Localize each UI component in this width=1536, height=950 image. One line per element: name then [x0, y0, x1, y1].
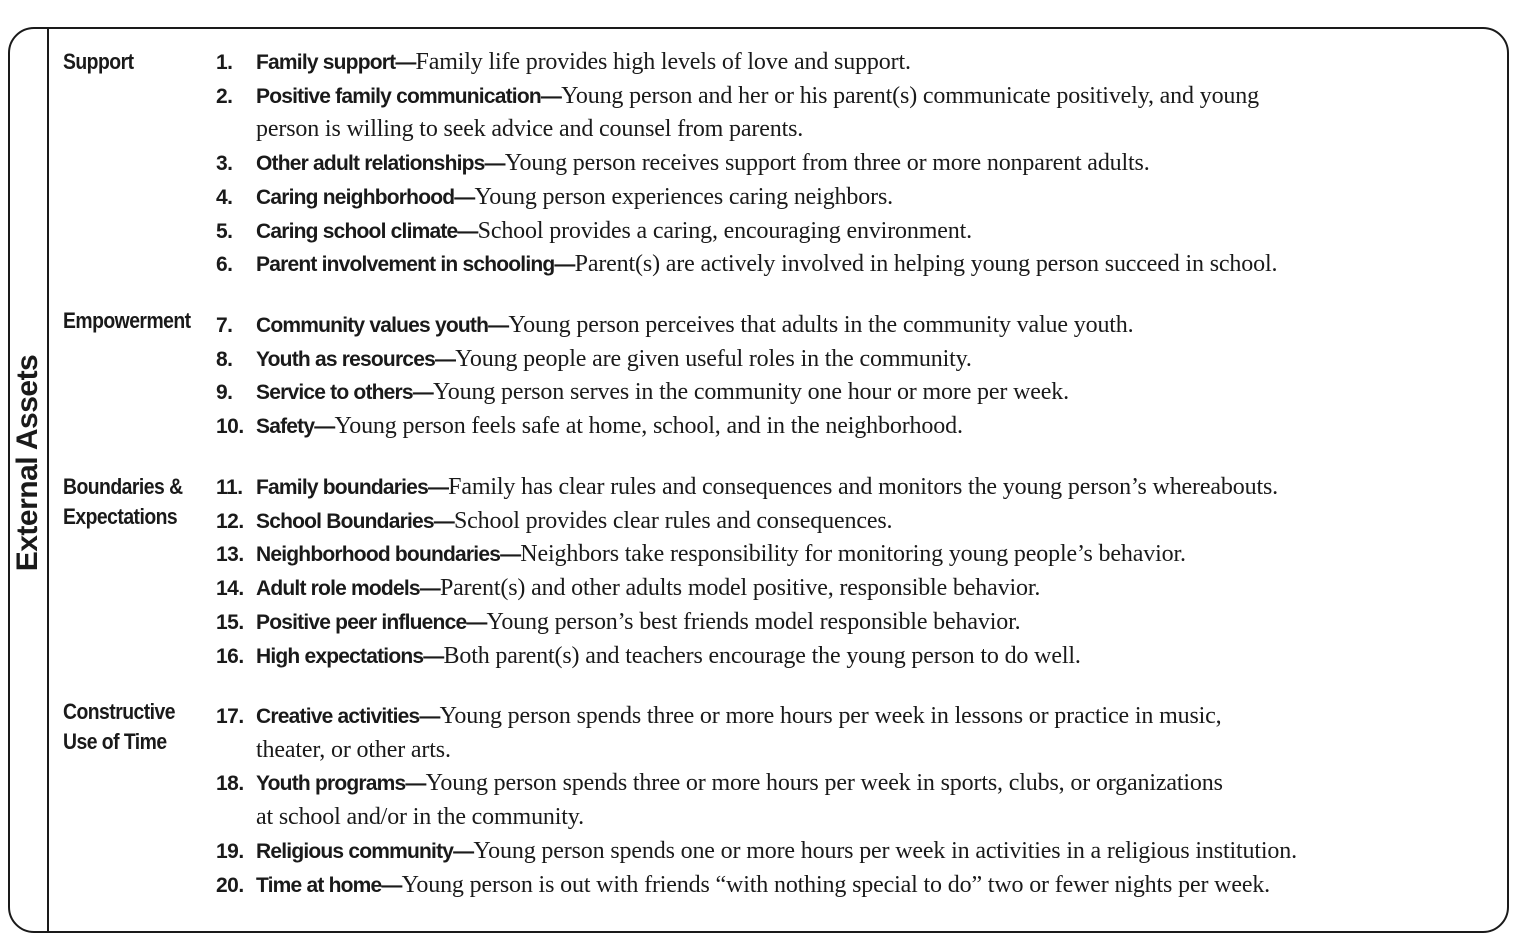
list-item	[216, 538, 1278, 572]
item-term: Safety—	[256, 415, 335, 439]
item-number: 3.	[216, 152, 233, 176]
section-label: Constructive Use of Time	[63, 699, 176, 754]
item-number: 10.	[216, 415, 244, 439]
item-description: Young person spends one or more hours per week in activities in a religious institution.	[473, 837, 1297, 864]
side-title: External Assets	[11, 354, 44, 572]
item-description: Parent(s) are actively involved in helping young person succeed in school.	[574, 251, 1278, 278]
item-number: 13.	[216, 543, 244, 567]
item-description: Young person is out with friends “with nothing special to do” two or fewer nights per week.	[401, 871, 1271, 898]
list-item	[216, 147, 1277, 181]
section-label: Support	[63, 49, 134, 74]
item-term: Parent involvement in schooling—	[256, 253, 575, 277]
item-number: 4.	[216, 185, 233, 209]
list-item	[216, 640, 1278, 674]
item-number: 14.	[216, 577, 244, 601]
list-item	[216, 46, 1277, 80]
list-item	[216, 215, 1277, 249]
side-divider	[47, 29, 49, 931]
item-number: 20.	[216, 873, 244, 897]
list-item	[216, 606, 1278, 640]
item-term: Family support—	[256, 51, 416, 74]
item-description: Neighbors take responsibility for monitoring young people’s behavior.	[520, 541, 1186, 568]
section-label: Boundaries & Expectations	[63, 474, 183, 529]
list-item	[216, 835, 1297, 869]
list-item	[216, 471, 1278, 505]
item-description: Young person spends three or more hours per week in lessons or practice in music,	[439, 703, 1222, 729]
item-number: 7.	[216, 314, 233, 337]
item-description: Family life provides high levels of love and support.	[415, 49, 911, 75]
item-description-continued: person is willing to seek advice and counsel from parents.	[256, 116, 804, 143]
item-number: 2.	[216, 84, 233, 108]
item-term: Other adult relationships—	[256, 152, 505, 176]
list-item	[216, 343, 1134, 377]
item-term: Adult role models—	[256, 577, 440, 601]
item-term: Creative activities—	[256, 705, 440, 728]
item-term: Positive peer influence—	[256, 610, 487, 634]
item-term: Caring school climate—	[256, 219, 478, 243]
item-number: 8.	[216, 347, 233, 371]
list-item	[216, 767, 1297, 834]
item-description: Young person receives support from three or more nonparent adults.	[504, 150, 1150, 177]
item-number: 6.	[216, 253, 233, 277]
item-description: Young people are given useful roles in the community.	[455, 345, 972, 372]
item-description: Parent(s) and other adults model positive, responsible behavior.	[439, 575, 1041, 602]
item-description: Young person perceives that adults in the community value youth.	[508, 312, 1134, 338]
item-description: Young person spends three or more hours per week in sports, clubs, or organizations	[425, 770, 1223, 797]
list-item	[216, 248, 1277, 282]
item-term: High expectations—	[256, 644, 444, 668]
item-term: Community values youth—	[256, 314, 509, 337]
item-term: School Boundaries—	[256, 509, 454, 533]
item-term: Caring neighborhood—	[256, 185, 475, 209]
item-description: Family has clear rules and consequences and monitors the young person’s whereabouts.	[448, 474, 1279, 500]
asset-list	[216, 309, 1134, 444]
list-item	[216, 181, 1277, 215]
item-description: Young person’s best friends model responsible behavior.	[486, 608, 1021, 635]
item-term: Youth as resources—	[256, 347, 456, 371]
item-term: Family boundaries—	[256, 476, 449, 499]
item-description: School provides clear rules and consequences.	[453, 507, 893, 534]
item-description: Both parent(s) and teachers encourage the young person to do well.	[443, 642, 1081, 669]
list-item	[216, 505, 1278, 539]
list-item	[216, 869, 1297, 903]
item-description-continued: theater, or other arts.	[256, 736, 451, 763]
item-term: Neighborhood boundaries—	[256, 543, 521, 567]
item-description: Young person and her or his parent(s) communicate positively, and young	[561, 82, 1259, 109]
section-label: Empowerment	[63, 308, 191, 333]
item-term: Time at home—	[256, 873, 402, 897]
item-number: 16.	[216, 644, 244, 668]
item-term: Service to others—	[256, 381, 433, 405]
item-term: Religious community—	[256, 839, 474, 863]
item-description: School provides a caring, encouraging environment.	[477, 217, 972, 244]
asset-list	[216, 700, 1297, 902]
item-number: 12.	[216, 509, 244, 533]
item-number: 11.	[216, 476, 243, 499]
item-description-continued: at school and/or in the community.	[256, 804, 584, 831]
item-number: 18.	[216, 772, 244, 796]
list-item	[216, 80, 1277, 147]
item-description: Young person feels safe at home, school, and in the neighborhood.	[334, 413, 963, 440]
list-item	[216, 572, 1278, 606]
list-item	[216, 700, 1297, 767]
list-item	[216, 376, 1134, 410]
item-description: Young person experiences caring neighbors.	[474, 183, 893, 210]
item-number: 15.	[216, 610, 244, 634]
asset-list	[216, 471, 1278, 673]
item-number: 17.	[216, 705, 244, 728]
list-item	[216, 309, 1134, 343]
item-number: 5.	[216, 219, 233, 243]
list-item	[216, 410, 1134, 444]
item-term: Positive family communication—	[256, 84, 562, 108]
item-description: Young person serves in the community one hour or more per week.	[433, 379, 1069, 406]
item-term: Youth programs—	[256, 772, 426, 796]
item-number: 9.	[216, 381, 233, 405]
item-number: 1.	[216, 51, 233, 74]
item-number: 19.	[216, 839, 244, 863]
asset-list	[216, 46, 1277, 282]
